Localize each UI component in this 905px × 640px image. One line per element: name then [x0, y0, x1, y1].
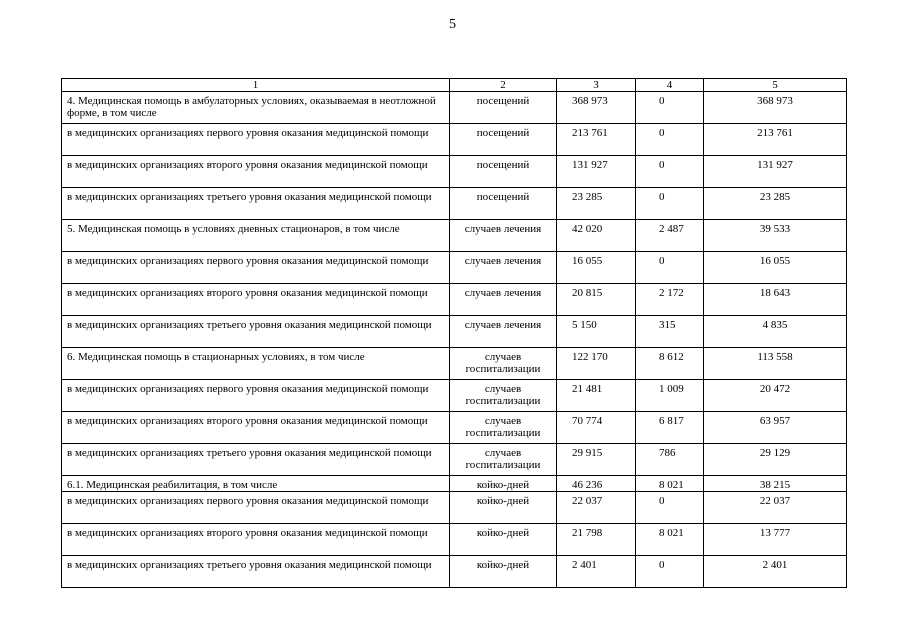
- row-col4-cell: 0: [636, 556, 704, 588]
- row-col5-cell: 39 533: [704, 220, 847, 252]
- row-col4-cell: 315: [636, 316, 704, 348]
- row-col5-cell: 4 835: [704, 316, 847, 348]
- row-name-cell: в медицинских организациях первого уровня оказания медицинской помощи: [62, 124, 450, 156]
- row-name-cell: в медицинских организациях второго уровня оказания медицинской помощи: [62, 156, 450, 188]
- row-col4-cell: 1 009: [636, 380, 704, 412]
- row-name-cell: в медицинских организациях первого уровня оказания медицинской помощи: [62, 380, 450, 412]
- row-col3-cell: 131 927: [557, 156, 636, 188]
- row-col4-cell: 2 172: [636, 284, 704, 316]
- row-col4-cell: 0: [636, 124, 704, 156]
- header-cell: 1: [62, 79, 450, 92]
- row-col5-cell: 131 927: [704, 156, 847, 188]
- row-col3-cell: 5 150: [557, 316, 636, 348]
- row-col5-cell: 368 973: [704, 92, 847, 124]
- row-name-cell: 5. Медицинская помощь в условиях дневных стационаров, в том числе: [62, 220, 450, 252]
- row-col3-cell: 29 915: [557, 444, 636, 476]
- row-unit-cell: посещений: [450, 188, 557, 220]
- row-col5-cell: 23 285: [704, 188, 847, 220]
- table-row: [62, 124, 847, 156]
- row-col5-cell: 38 215: [704, 476, 847, 492]
- row-name-cell: в медицинских организациях третьего уровня оказания медицинской помощи: [62, 556, 450, 588]
- row-name-cell: в медицинских организациях второго уровня оказания медицинской помощи: [62, 284, 450, 316]
- row-col4-cell: 0: [636, 492, 704, 524]
- row-name-cell: в медицинских организациях третьего уровня оказания медицинской помощи: [62, 188, 450, 220]
- row-unit-cell: случаев лечения: [450, 316, 557, 348]
- header-cell: 3: [557, 79, 636, 92]
- header-cell: 5: [704, 79, 847, 92]
- row-col4-cell: 8 021: [636, 476, 704, 492]
- row-unit-cell: случаев госпитализации: [450, 444, 557, 476]
- row-col3-cell: 70 774: [557, 412, 636, 444]
- row-col3-cell: 122 170: [557, 348, 636, 380]
- row-unit-cell: случаев лечения: [450, 284, 557, 316]
- row-unit-cell: койко-дней: [450, 476, 557, 492]
- table-row: [62, 444, 847, 476]
- row-col5-cell: 63 957: [704, 412, 847, 444]
- row-col3-cell: 2 401: [557, 556, 636, 588]
- row-name-cell: 6.1. Медицинская реабилитация, в том числе: [62, 476, 450, 492]
- row-col4-cell: 0: [636, 188, 704, 220]
- row-col5-cell: 20 472: [704, 380, 847, 412]
- row-col3-cell: 42 020: [557, 220, 636, 252]
- row-name-cell: в медицинских организациях третьего уровня оказания медицинской помощи: [62, 444, 450, 476]
- row-name-cell: 6. Медицинская помощь в стационарных условиях, в том числе: [62, 348, 450, 380]
- row-col4-cell: 0: [636, 92, 704, 124]
- row-col4-cell: 0: [636, 156, 704, 188]
- header-cell: 4: [636, 79, 704, 92]
- table-row: [62, 252, 847, 284]
- row-name-cell: в медицинских организациях второго уровня оказания медицинской помощи: [62, 524, 450, 556]
- row-name-cell: в медицинских организациях первого уровня оказания медицинской помощи: [62, 492, 450, 524]
- row-col5-cell: 16 055: [704, 252, 847, 284]
- row-col5-cell: 29 129: [704, 444, 847, 476]
- table-row: [62, 284, 847, 316]
- table-row: [62, 156, 847, 188]
- row-col5-cell: 113 558: [704, 348, 847, 380]
- table-row: [62, 188, 847, 220]
- row-name-cell: 4. Медицинская помощь в амбулаторных условиях, оказываемая в неотложной форме, в том числе: [62, 92, 450, 124]
- row-col3-cell: 21 481: [557, 380, 636, 412]
- table-row: [62, 524, 847, 556]
- row-col4-cell: 2 487: [636, 220, 704, 252]
- row-col3-cell: 21 798: [557, 524, 636, 556]
- row-name-cell: в медицинских организациях третьего уровня оказания медицинской помощи: [62, 316, 450, 348]
- row-unit-cell: случаев лечения: [450, 220, 557, 252]
- row-col5-cell: 13 777: [704, 524, 847, 556]
- row-col4-cell: 786: [636, 444, 704, 476]
- row-col3-cell: 22 037: [557, 492, 636, 524]
- header-cell: 2: [450, 79, 557, 92]
- table-row: [62, 220, 847, 252]
- table-row: [62, 380, 847, 412]
- row-unit-cell: посещений: [450, 124, 557, 156]
- row-unit-cell: случаев госпитализации: [450, 348, 557, 380]
- row-col4-cell: 8 612: [636, 348, 704, 380]
- row-unit-cell: посещений: [450, 156, 557, 188]
- table-row: [62, 316, 847, 348]
- row-col4-cell: 6 817: [636, 412, 704, 444]
- row-name-cell: в медицинских организациях первого уровня оказания медицинской помощи: [62, 252, 450, 284]
- row-name-cell: в медицинских организациях второго уровня оказания медицинской помощи: [62, 412, 450, 444]
- row-unit-cell: случаев госпитализации: [450, 380, 557, 412]
- row-col3-cell: 23 285: [557, 188, 636, 220]
- row-unit-cell: случаев госпитализации: [450, 412, 557, 444]
- row-col3-cell: 213 761: [557, 124, 636, 156]
- row-col3-cell: 46 236: [557, 476, 636, 492]
- row-unit-cell: койко-дней: [450, 492, 557, 524]
- volume-table: [61, 78, 847, 588]
- table-row: [62, 492, 847, 524]
- row-col5-cell: 18 643: [704, 284, 847, 316]
- table-row: [62, 412, 847, 444]
- page-number: 5: [449, 17, 456, 32]
- row-col5-cell: 2 401: [704, 556, 847, 588]
- table-row: [62, 348, 847, 380]
- row-col4-cell: 8 021: [636, 524, 704, 556]
- row-col5-cell: 22 037: [704, 492, 847, 524]
- row-col3-cell: 368 973: [557, 92, 636, 124]
- row-unit-cell: койко-дней: [450, 524, 557, 556]
- row-unit-cell: посещений: [450, 92, 557, 124]
- row-col5-cell: 213 761: [704, 124, 847, 156]
- row-col3-cell: 20 815: [557, 284, 636, 316]
- table-row: [62, 556, 847, 588]
- row-col3-cell: 16 055: [557, 252, 636, 284]
- row-unit-cell: случаев лечения: [450, 252, 557, 284]
- row-col4-cell: 0: [636, 252, 704, 284]
- table-header-row: [62, 79, 847, 92]
- table-row: [62, 476, 847, 492]
- row-unit-cell: койко-дней: [450, 556, 557, 588]
- table-row: [62, 92, 847, 124]
